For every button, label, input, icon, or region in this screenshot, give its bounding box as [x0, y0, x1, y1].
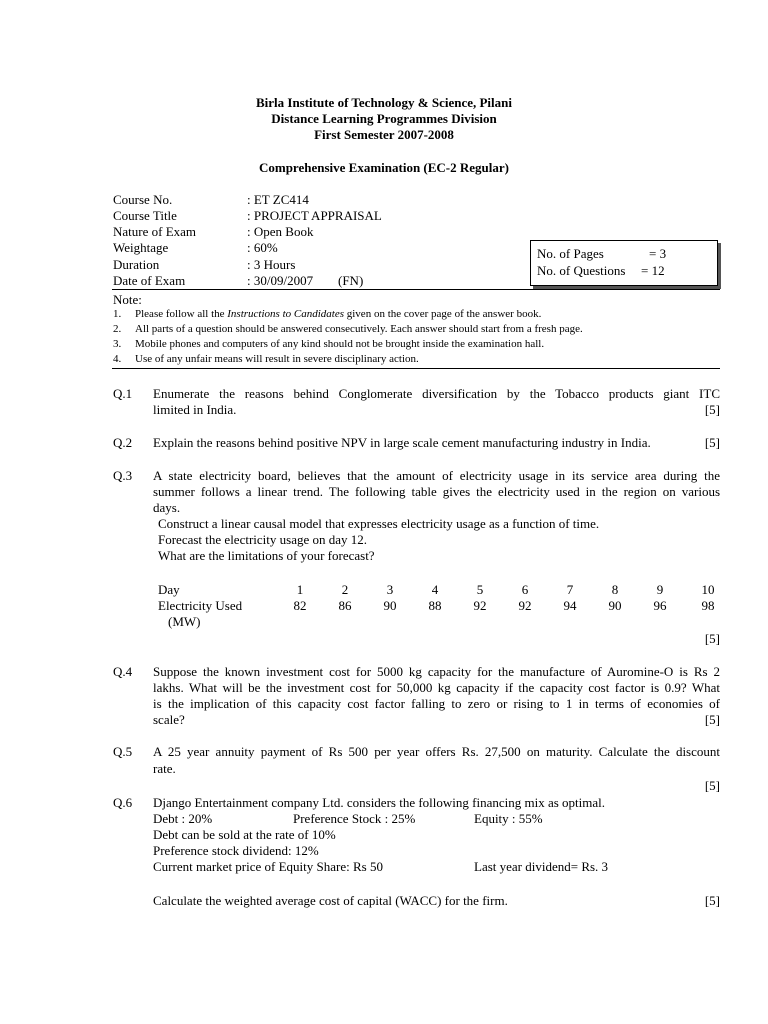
usage-cell: 88: [428, 598, 442, 613]
weightage-label: Weightage: [113, 240, 169, 255]
task-item: Forecast the electricity usage on day 12.: [158, 532, 368, 547]
note-number: 4.: [113, 353, 122, 365]
usage-cell: 82: [293, 598, 307, 613]
header-divider: [112, 289, 720, 290]
question-text: scale?: [153, 712, 185, 727]
day-cell: 7: [566, 582, 574, 597]
debt-rate: Debt can be sold at the rate of 10%: [153, 827, 336, 842]
question-number: Q.4: [113, 664, 133, 679]
marks: [5]: [704, 402, 720, 417]
question-text: rate.: [153, 761, 176, 776]
usage-cell: 90: [383, 598, 397, 613]
question-number: Q.6: [113, 795, 133, 810]
preference-dividend: Preference stock dividend: 12%: [153, 843, 319, 858]
duration-value: : 3 Hours: [247, 257, 296, 272]
question-text: Enumerate the reasons behind Conglomerate diversification by the Tobacco products giant ITC: [153, 386, 720, 401]
market-price: Current market price of Equity Share: Rs 50: [153, 859, 383, 874]
usage-cell: 90: [608, 598, 622, 613]
pages-value: = 3: [649, 246, 667, 261]
note-text-end: given on the cover page of the answer book.: [344, 308, 542, 320]
question-text: Explain the reasons behind positive NPV in large scale cement manufacturing industry in India.: [153, 435, 651, 450]
exam-title: Comprehensive Examination (EC-2 Regular): [258, 160, 509, 175]
date-value: : 30/09/2007: [247, 273, 314, 288]
note-text: [135, 308, 541, 320]
day-cell: 8: [611, 582, 619, 597]
day-cell: 9: [656, 582, 664, 597]
note-item: [113, 338, 545, 350]
usage-cell: 92: [473, 598, 487, 613]
course-no-value: : ET ZC414: [247, 192, 309, 207]
question-text: lakhs. What will be the investment cost for 50,000 kg capacity if the capacity cost factor is 0.9? What: [153, 680, 720, 695]
course-title-label: Course Title: [113, 208, 177, 223]
question-text: limited in India.: [153, 402, 237, 417]
day-cell: 5: [476, 582, 484, 597]
usage-cell: 86: [338, 598, 352, 613]
institute-name: Birla Institute of Technology & Science, Pilani: [255, 95, 513, 110]
note-number: 2.: [113, 323, 122, 335]
last-dividend: Last year dividend= Rs. 3: [474, 859, 609, 874]
marks: [5]: [704, 435, 720, 450]
session-value: (FN): [338, 273, 364, 288]
unit-label: (MW): [168, 614, 201, 629]
day-cell: 4: [431, 582, 439, 597]
question-number: Q.3: [113, 468, 133, 483]
question-text: A state electricity board, believes that the amount of electricity usage in its service area during the: [153, 468, 720, 483]
day-cell: 1: [296, 582, 304, 597]
note-text: Mobile phones and computers of any kind should not be brought inside the examination hall.: [135, 338, 545, 350]
questions-label: No. of Questions: [537, 263, 626, 278]
day-cell: 10: [701, 582, 715, 597]
course-no-label: Course No.: [113, 192, 173, 207]
course-title-value: : PROJECT APPRAISAL: [247, 208, 382, 223]
note-emphasis: Instructions to Candidates: [227, 308, 344, 320]
note-text: All parts of a question should be answered consecutively. Each answer should start from a fresh page.: [135, 323, 583, 335]
question-text: A 25 year annuity payment of Rs 500 per year offers Rs. 27,500 on maturity. Calculate the discount: [153, 744, 720, 759]
usage-cell: 92: [518, 598, 532, 613]
pages-questions-box: [530, 240, 718, 286]
questions-value: = 12: [641, 263, 665, 278]
question-number: Q.2: [113, 435, 133, 450]
note-item: [113, 323, 583, 335]
question-task: Calculate the weighted average cost of capital (WACC) for the firm.: [153, 893, 508, 908]
weightage-value: : 60%: [247, 240, 278, 255]
question-number: Q.1: [113, 386, 133, 401]
marks: [5]: [704, 631, 720, 646]
question-text: is the implication of this capacity cost factor falling to zero or rising to 1 in terms of economies of: [153, 696, 720, 711]
duration-label: Duration: [113, 257, 160, 272]
day-cell: 6: [521, 582, 529, 597]
marks: [5]: [704, 893, 720, 908]
notes-divider: [112, 368, 720, 369]
day-cell: 3: [386, 582, 394, 597]
pages-label: No. of Pages: [537, 246, 604, 261]
usage-label: Electricity Used: [158, 598, 243, 613]
semester: First Semester 2007-2008: [314, 127, 454, 142]
note-text-start: Please follow all the: [135, 308, 228, 320]
question-text: days.: [153, 500, 181, 515]
question-text: Suppose the known investment cost for 5000 kg capacity for the manufacture of Auromine-O is Rs 2: [153, 664, 720, 679]
note-item: [113, 353, 419, 365]
note-text: Use of any unfair means will result in severe disciplinary action.: [135, 353, 419, 365]
marks: [5]: [704, 778, 720, 793]
usage-cell: 96: [653, 598, 667, 613]
nature-label: Nature of Exam: [113, 224, 197, 239]
note-item: [113, 308, 542, 320]
usage-cell: 98: [701, 598, 715, 613]
note-title: Note:: [113, 292, 142, 307]
task-item: What are the limitations of your forecast?: [158, 548, 375, 563]
note-number: 1.: [113, 308, 122, 320]
day-label: Day: [158, 582, 180, 597]
question-text: Django Entertainment company Ltd. considers the following financing mix as optimal.: [153, 795, 606, 810]
task-item: Construct a linear causal model that expresses electricity usage as a function of time.: [158, 516, 600, 531]
nature-value: : Open Book: [247, 224, 314, 239]
question-number: Q.5: [113, 744, 133, 759]
preference-ratio: Preference Stock : 25%: [293, 811, 416, 826]
question-text: summer follows a linear trend. The following table gives the electricity used in the region on various: [153, 484, 720, 499]
debt-ratio: Debt : 20%: [153, 811, 213, 826]
marks: [5]: [704, 712, 720, 727]
note-number: 3.: [113, 338, 122, 350]
day-cell: 2: [341, 582, 349, 597]
date-label: Date of Exam: [113, 273, 186, 288]
equity-ratio: Equity : 55%: [474, 811, 543, 826]
usage-cell: 94: [563, 598, 577, 613]
division-name: Distance Learning Programmes Division: [271, 111, 497, 126]
